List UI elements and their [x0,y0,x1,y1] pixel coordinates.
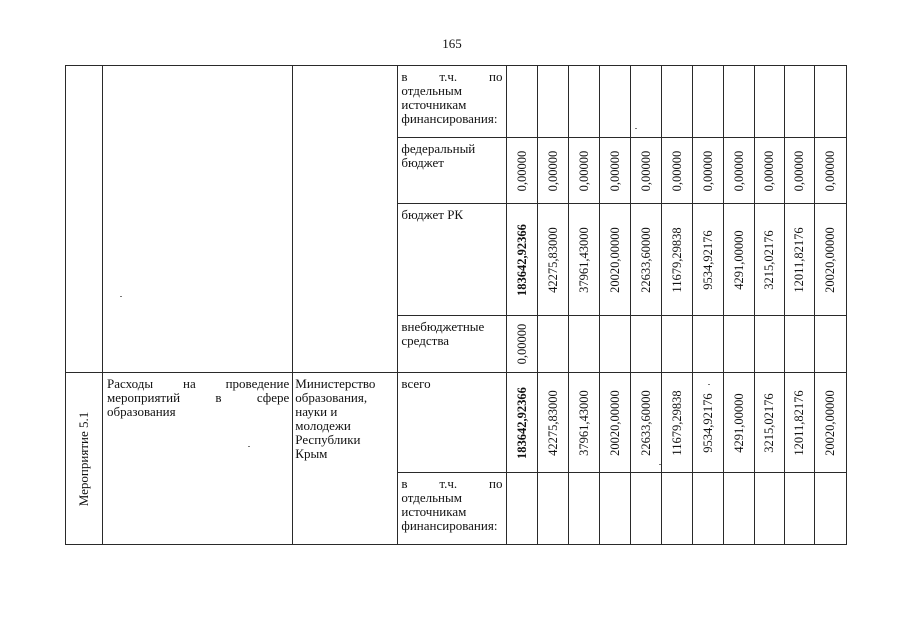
value-text: 0,00000 [792,150,807,191]
value-text: 11679,29838 [669,389,684,456]
value-text: 0,00000 [607,150,622,191]
value-cell [630,473,661,545]
value-cell [506,373,537,473]
budget-table [65,65,847,545]
value-cell [630,138,661,204]
description-line [107,391,289,405]
source-line: бюджет [401,155,444,170]
value-cell [599,138,630,204]
value-cell [537,138,568,204]
source-line: отдельным [401,490,462,505]
value-cell [723,138,754,204]
value-cell [814,138,846,204]
source-line: внебюджетные [401,319,485,334]
scan-speck [708,384,710,385]
value-text: 20020,00000 [823,389,838,456]
description-word: мероприятий [107,390,181,405]
value-text: 9534,92176 [700,229,715,290]
description-line [107,405,289,419]
source-line: источникам [401,97,467,112]
value-cell [568,66,599,138]
value-cell [814,473,846,545]
source-line: федеральный [401,141,476,156]
value-cell [661,204,692,316]
value-cell [723,204,754,316]
value-cell [661,316,692,373]
value-cell [537,473,568,545]
value-text: 3215,02176 [762,392,777,453]
value-text: 0,00000 [576,150,591,191]
scan-speck [248,446,250,447]
measure-label: Мероприятие 5.1 [76,411,92,506]
value-cell [723,473,754,545]
value-text: 12011,82176 [792,226,807,293]
value-cell [506,204,537,316]
source-cell [398,473,506,545]
value-cell [568,204,599,316]
value-text: 37961,43000 [576,389,591,456]
value-cell [568,373,599,473]
measure-executor [293,373,398,545]
value-text: 9534,92176 [700,392,715,453]
value-text: 42275,83000 [545,226,560,293]
value-cell [506,66,537,138]
source-word: по [489,69,503,84]
value-cell [568,138,599,204]
value-cell [599,204,630,316]
value-cell [537,66,568,138]
value-cell [630,204,661,316]
value-cell [692,66,723,138]
scan-speck [120,296,122,297]
value-cell [754,316,784,373]
value-text: 0,00000 [514,323,529,365]
value-cell [630,373,661,473]
value-text: 0,00000 [700,150,715,191]
source-line: отдельным [401,83,462,98]
table-row [66,66,847,138]
value-text: 0,00000 [545,150,560,191]
value-cell [814,66,846,138]
scan-speck [635,128,637,129]
value-cell [506,138,537,204]
description-line [107,377,289,391]
source-line: источникам [401,504,467,519]
source-line: всего [401,376,431,391]
value-cell [814,373,846,473]
value-text: 0,00000 [762,150,777,191]
value-cell [754,373,784,473]
source-line: финансирования: [401,518,498,533]
page-number: 165 [442,36,462,51]
value-cell [723,66,754,138]
value-text: 20020,00000 [823,226,838,293]
value-text: 3215,02176 [762,229,777,290]
value-text: 42275,83000 [545,389,560,456]
description-word: сфере [256,390,290,405]
value-text: 20020,00000 [607,389,622,456]
description-word: в [215,390,222,405]
source-cell [398,138,506,204]
value-text: 0,00000 [638,150,653,191]
label-cell [66,66,103,373]
value-cell [568,473,599,545]
value-cell [599,66,630,138]
value-cell [784,138,814,204]
table-row [66,373,847,473]
description-word: на [182,376,196,391]
value-cell [692,204,723,316]
description-cell [103,66,293,373]
description-word: образования [107,404,176,419]
source-cell [398,204,506,316]
value-cell [784,204,814,316]
source-line: средства [401,333,450,348]
value-text: 11679,29838 [669,226,684,293]
source-word: в [401,69,408,84]
measure-label-cell [66,373,103,545]
value-cell [692,316,723,373]
value-cell [692,473,723,545]
measure-description [103,373,293,545]
value-cell [661,373,692,473]
executor-line: Министерство [295,376,376,391]
scan-speck [659,464,661,465]
value-cell [568,316,599,373]
value-cell [599,316,630,373]
source-cell [398,373,506,473]
value-cell [506,473,537,545]
source-cell [398,316,506,373]
source-word: т.ч. [439,69,458,84]
value-cell [784,316,814,373]
value-cell [692,138,723,204]
executor-line: науки и молодежи [295,404,351,433]
source-word: в [401,476,408,491]
value-cell [630,316,661,373]
source-line [401,477,502,491]
source-line: финансирования: [401,111,498,126]
executor-cell [293,66,398,373]
value-cell [754,66,784,138]
executor-line: Республики Крым [295,432,361,461]
description-word: Расходы [107,376,154,391]
value-cell [661,138,692,204]
value-text: 20020,00000 [607,226,622,293]
value-cell [661,66,692,138]
source-line: бюджет РК [401,207,464,222]
source-cell [398,66,506,138]
value-cell [784,473,814,545]
value-cell [506,316,537,373]
value-text: 12011,82176 [792,389,807,456]
value-cell [814,316,846,373]
value-text: 37961,43000 [576,226,591,293]
value-text: 0,00000 [514,150,529,191]
source-word: по [489,476,503,491]
source-line [401,70,502,84]
value-cell [754,473,784,545]
source-word: т.ч. [439,476,458,491]
value-cell [754,138,784,204]
value-cell [723,316,754,373]
value-text: 0,00000 [669,150,684,191]
value-cell [784,373,814,473]
value-cell [784,66,814,138]
value-cell [537,316,568,373]
value-text: 22633,60000 [638,226,653,293]
value-text: 0,00000 [823,150,838,191]
executor-line: образования, [295,390,368,405]
value-cell [692,373,723,473]
value-cell [599,473,630,545]
value-cell [630,66,661,138]
value-cell [723,373,754,473]
value-text: 4291,00000 [731,229,746,290]
value-cell [537,373,568,473]
value-cell [537,204,568,316]
value-text: 0,00000 [731,150,746,191]
value-cell [661,473,692,545]
value-cell [814,204,846,316]
value-text: 4291,00000 [731,392,746,453]
value-text: 22633,60000 [638,389,653,456]
value-text: 183642,92366 [514,386,529,459]
value-cell [754,204,784,316]
value-text: 183642,92366 [514,223,529,296]
description-word: проведение [225,376,290,391]
value-cell [599,373,630,473]
